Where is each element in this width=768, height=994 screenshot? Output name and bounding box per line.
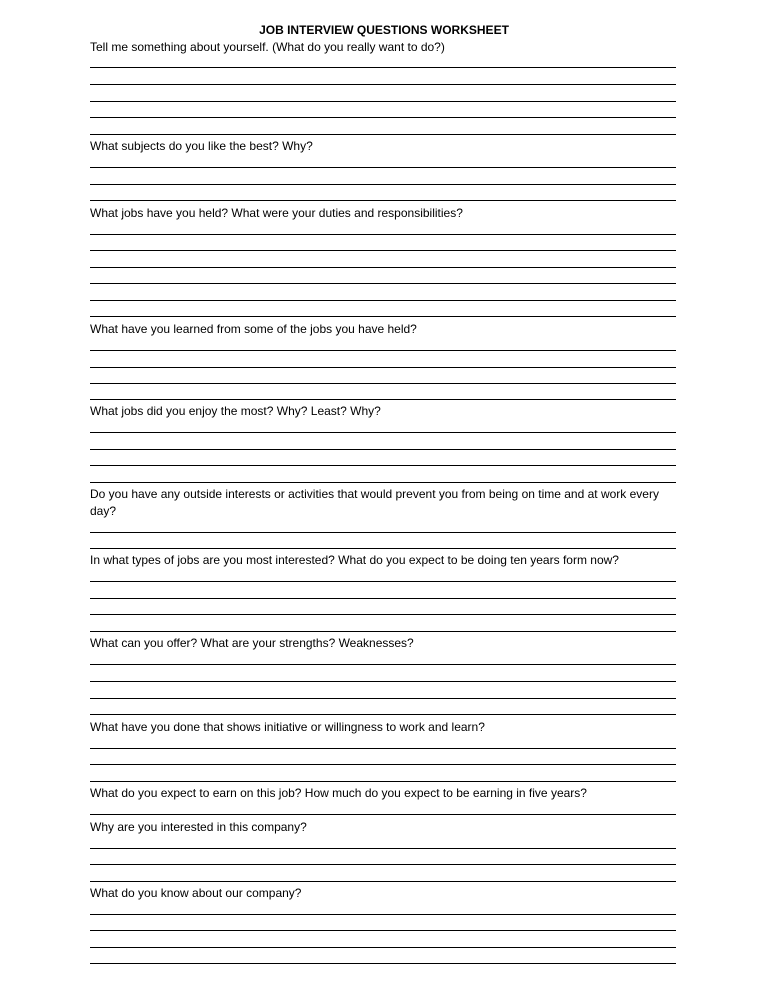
- answer-line[interactable]: [90, 283, 676, 284]
- answer-line[interactable]: [90, 167, 676, 168]
- question-9: What have you done that shows initiative or willingness to work and learn?: [90, 720, 485, 734]
- answer-line[interactable]: [90, 250, 676, 251]
- answer-line[interactable]: [90, 267, 676, 268]
- answer-line[interactable]: [90, 399, 676, 400]
- answer-line[interactable]: [90, 117, 676, 118]
- question-7: In what types of jobs are you most interested? What do you expect to be doing ten years form now?: [90, 553, 619, 567]
- answer-line[interactable]: [90, 864, 676, 865]
- question-1: Tell me something about yourself. (What do you really want to do?): [90, 40, 445, 54]
- question-5: What jobs did you enjoy the most? Why? Least? Why?: [90, 404, 381, 418]
- answer-line[interactable]: [90, 598, 676, 599]
- question-10: What do you expect to earn on this job? How much do you expect to be earning in five years?: [90, 786, 587, 800]
- answer-line[interactable]: [90, 67, 676, 68]
- answer-line[interactable]: [90, 664, 676, 665]
- answer-line[interactable]: [90, 947, 676, 948]
- answer-line[interactable]: [90, 631, 676, 632]
- question-11: Why are you interested in this company?: [90, 820, 307, 834]
- answer-line[interactable]: [90, 581, 676, 582]
- answer-line[interactable]: [90, 383, 676, 384]
- answer-line[interactable]: [90, 714, 676, 715]
- answer-line[interactable]: [90, 234, 676, 235]
- answer-line[interactable]: [90, 681, 676, 682]
- question-4: What have you learned from some of the jobs you have held?: [90, 322, 417, 336]
- answer-line[interactable]: [90, 101, 676, 102]
- answer-line[interactable]: [90, 84, 676, 85]
- answer-line[interactable]: [90, 367, 676, 368]
- answer-line[interactable]: [90, 848, 676, 849]
- answer-line[interactable]: [90, 432, 676, 433]
- answer-line[interactable]: [90, 449, 676, 450]
- answer-line[interactable]: [90, 914, 676, 915]
- answer-line[interactable]: [90, 350, 676, 351]
- answer-line[interactable]: [90, 465, 676, 466]
- answer-line[interactable]: [90, 748, 676, 749]
- answer-line[interactable]: [90, 764, 676, 765]
- question-6: Do you have any outside interests or activities that would prevent you from being on time and at work every day?: [90, 487, 659, 518]
- answer-line[interactable]: [90, 134, 676, 135]
- answer-line[interactable]: [90, 614, 676, 615]
- question-8: What can you offer? What are your strengths? Weaknesses?: [90, 636, 414, 650]
- answer-line[interactable]: [90, 482, 676, 483]
- question-3: What jobs have you held? What were your duties and responsibilities?: [90, 206, 463, 220]
- answer-line[interactable]: [90, 781, 676, 782]
- answer-line[interactable]: [90, 548, 676, 549]
- answer-line[interactable]: [90, 963, 676, 964]
- answer-line[interactable]: [90, 698, 676, 699]
- answer-line[interactable]: [90, 814, 676, 815]
- question-12: What do you know about our company?: [90, 886, 302, 900]
- answer-line[interactable]: [90, 930, 676, 931]
- answer-line[interactable]: [90, 300, 676, 301]
- answer-line[interactable]: [90, 532, 676, 533]
- page-title: JOB INTERVIEW QUESTIONS WORKSHEET: [259, 23, 509, 37]
- answer-line[interactable]: [90, 316, 676, 317]
- answer-line[interactable]: [90, 881, 676, 882]
- answer-line[interactable]: [90, 184, 676, 185]
- question-2: What subjects do you like the best? Why?: [90, 139, 313, 153]
- answer-line[interactable]: [90, 200, 676, 201]
